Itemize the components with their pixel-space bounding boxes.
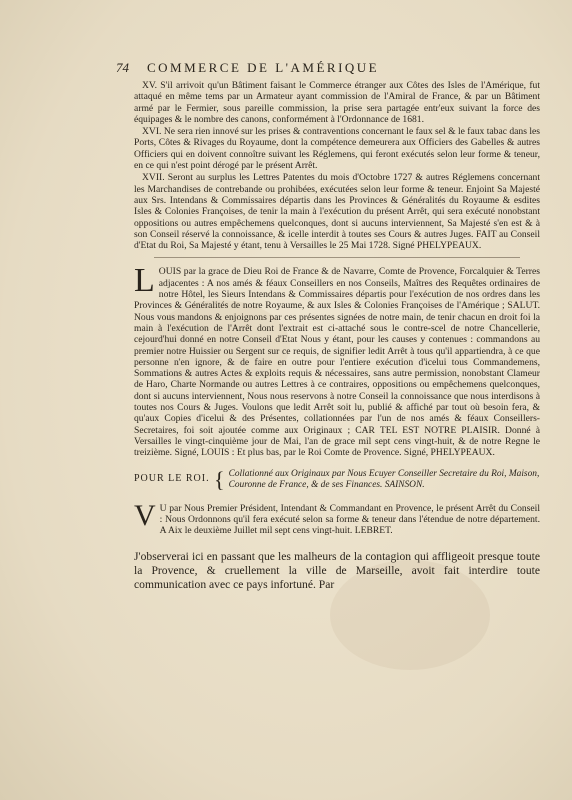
article-xv: XV. S'il arrivoit qu'un Bâtiment faisant le Commerce étranger aux Côtes des Isles de l'Amérique, fut attaqué en même tems par un Armateur ayant commission de l'Amiral de France, & par un Bâtiment armé par le Fermier, sous pareille commission, la prise sera partagée entr'eux suivant la force des équipages & le nombre des canons, conformément à l'Ordonnance de 1681. <box>134 80 540 125</box>
dropcap-l: L <box>134 262 155 300</box>
body-text <box>134 80 540 592</box>
lettres-patentes <box>134 262 540 459</box>
ordonnance <box>134 498 540 537</box>
article-xvi: XVI. Ne sera rien innové sur les prises & contraventions concernant le faux sel & le faux tabac dans les Ports, Côtes & Rivages du Royaume, dont la compétence demeurera aux Officiers des Gabelles & autres Officiers qui en doivent connoître suivant les Réglemens, qui feront exécutés selon leur forme & teneur, en ce qui n'est point dérogé par le présent Arrêt. <box>134 126 541 172</box>
closing-paragraph: J'observerai ici en passant que les malheurs de la contagion qui affligeoit presque toute la Provence, & cruellement la ville de Marseille, avoit fait interdire toute communication avec ce pays infortuné. Par <box>134 550 540 592</box>
lettres-patentes-text: OUIS par la grace de Dieu Roi de France & de Navarre, Comte de Provence, Forcalquier & Terres adjacentes : A nos amés & féaux Conseillers en nos Conseils, Maîtres des Requêtes ordinaires de notre Hôtel, les Sieurs Intendans & Commissaires départis pour l'exécution de nos ordres dans les Provinces & Généralités de notre Royaume, & aux Isles & Colonies Françoises de l'Amérique ; SALUT. Nous vous mandons & enjoignons par ces présentes signées de notre main, de tenir chacun en droit foi la main à l'exécution de l'Arrêt dont l'extrait est ci-attaché sous le contre-scel de notre Chancellerie, cejourd'hui donné en notre Conseil d'Etat Nous y étant, pour les causes y contenues : commandons au premier notre Huissier ou Sergent sur ce requis, de signifier ledit Arrêt à tous qu'il appartiendra, à ce que personne n'en ignore, & de faire en outre pour l'entiere exécution d'icelui tous Commandemens, Sommations & autres Actes & exploits requis & nécessaires, sans autre permission, nonobstant Clameur de Haro, Charte Normande ou autres Lettres à ce contraires, oppositions ou empêchemens quelconques, dont si aucuns interviennent, Nous nous reservons à notre Conseil la connoissance que nous interdisons à toutes nos Cours & Juges. Voulons que ledit Arrêt soit lu, publié & affiché par tout où besoin fera, & qu'aux Copies d'icelui & des Présentes, collationnées par l'un de nos amés & féaux Conseillers-Secretaires, foi soit ajoutée comme aux Originaux ; CAR TEL EST NOTRE PLAISIR. Donné à Versailles le vingt-cinquième jour de Mai, l'an de grace mil sept cens vingt-huit, & de notre Regne le treizième. Signé, LOUIS : Et plus bas, par le Roi Comte de Provence. Signé, PHELYPEAUX. <box>134 266 540 459</box>
dropcap-v: V <box>134 498 156 532</box>
brace-glyph: { <box>214 466 225 492</box>
running-head: COMMERCE DE L'AMÉRIQUE <box>147 60 380 75</box>
page-header <box>116 60 538 76</box>
section-divider <box>154 257 520 258</box>
signature-block <box>134 466 540 492</box>
pour-le-roi-label: POUR LE ROI. <box>134 472 210 484</box>
collation-text: Collationné aux Originaux par Nous Ecuyer Conseiller Secretaire du Roi, Maison, Couronne de France, & de ses Finances. SAINSON. <box>228 468 540 490</box>
ordonnance-text: U par Nous Premier Président, Intendant & Commandant en Provence, le présent Arrêt du Conseil : Nous Ordonnons qu'il fera exécuté selon sa forme & teneur dans l'étendue de notre département. A Aix le deuxième Juillet mil sept cens vingt-huit. LEBRET. <box>159 502 540 537</box>
page-number: 74 <box>116 60 129 75</box>
article-xvii: XVII. Seront au surplus les Lettres Patentes du mois d'Octobre 1727 & autres Réglemens concernant les Marchandises de contrebande ou prohibées, exécutées selon leur forme & teneur. Enjoint Sa Majesté aux Srs. Intendans & Commissaires départis dans les Provinces & Généralités du Royaume & esdites Isles & Colonies Françoises, de tenir la main à l'exécution du présent Arrêt, qui sera exécuté nonobstant oppositions ou autres empêchemens quelconques, dont si aucuns interviennent, Sa Majesté s'en est & à son Conseil réservé la connoissance, & icelle interdit à toutes ses Cours & autres Juges. FAIT au Conseil d'Etat du Roi, Sa Majesté y étant, tenu à Versailles le 25 Mai 1728. Signé PHELYPEAUX. <box>134 172 540 252</box>
